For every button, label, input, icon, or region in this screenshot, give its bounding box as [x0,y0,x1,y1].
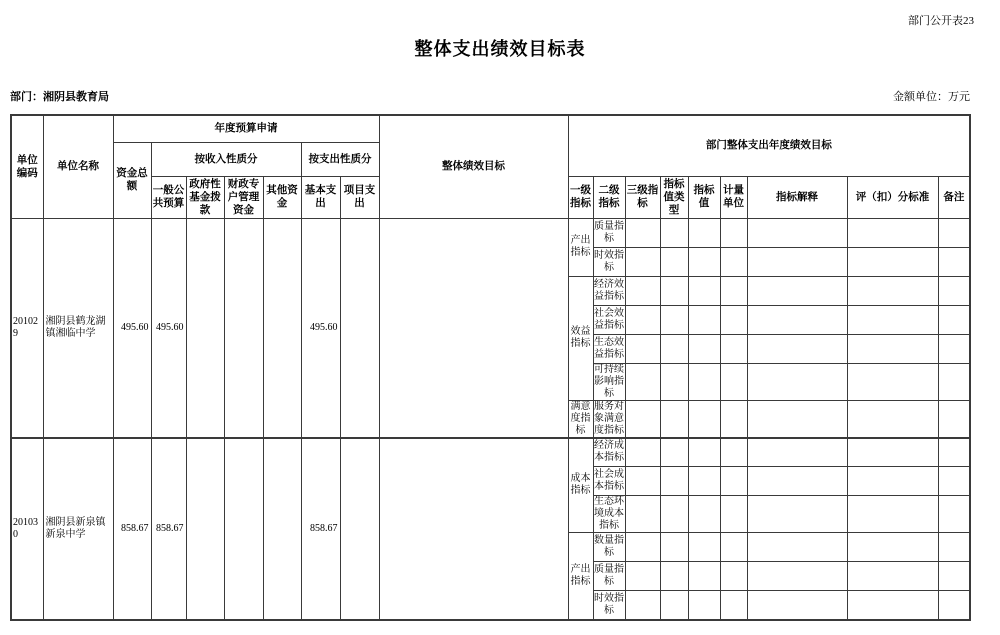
col-header-level1: 一级指标 [568,176,593,218]
empty-cell [747,334,847,363]
empty-cell [720,400,747,438]
col-header-unit-name: 单位名称 [43,115,113,218]
empty-cell [660,276,688,305]
level2-indicator-cell: 社会成本指标 [593,467,625,496]
empty-cell [938,496,970,533]
unit-name-cell: 湘阴县新泉镇新泉中学 [43,438,113,620]
table-row [11,218,970,247]
level2-indicator-cell: 生态效益指标 [593,334,625,363]
empty-cell [660,467,688,496]
empty-cell [688,305,720,334]
gov-fund-value [186,438,224,620]
empty-cell [938,533,970,562]
col-header-gov-fund: 政府性基金拨款 [186,176,224,218]
empty-cell [625,591,660,620]
empty-cell [625,247,660,276]
total-funds-value: 495.60 [113,218,151,438]
level2-indicator-cell: 经济成本指标 [593,438,625,467]
general-public-budget-value: 858.67 [151,438,186,620]
level2-indicator-cell: 社会效益指标 [593,305,625,334]
empty-cell [688,467,720,496]
col-header-explanation: 指标解释 [747,176,847,218]
level1-indicator-cell: 满意度指标 [568,400,593,438]
col-header-level3: 三级指标 [625,176,660,218]
overall-target-cell [379,218,568,438]
level2-indicator-cell: 数量指标 [593,533,625,562]
empty-cell [688,496,720,533]
performance-target-table [10,114,971,621]
empty-cell [847,400,938,438]
table-row [11,438,970,467]
basic-expenditure-value: 495.60 [301,218,340,438]
corner-note: 部门公开表23 [908,15,974,27]
meta-row [10,91,970,104]
empty-cell [660,438,688,467]
empty-cell [747,400,847,438]
empty-cell [688,562,720,591]
unit-code-cell: 201030 [11,438,43,620]
empty-cell [720,334,747,363]
empty-cell [660,334,688,363]
empty-cell [847,305,938,334]
header-row-1 [11,115,970,142]
empty-cell [688,438,720,467]
empty-cell [938,591,970,620]
empty-cell [688,533,720,562]
empty-cell [847,496,938,533]
empty-cell [660,496,688,533]
empty-cell [720,533,747,562]
col-header-total-funds: 资金总额 [113,142,151,218]
gov-fund-value [186,218,224,438]
empty-cell [847,363,938,400]
empty-cell [660,247,688,276]
empty-cell [847,276,938,305]
level2-indicator-cell: 质量指标 [593,218,625,247]
col-header-remark: 备注 [938,176,970,218]
empty-cell [720,305,747,334]
amount-unit-label: 金额单位：万元 [893,91,970,103]
col-header-value: 指标值 [688,176,720,218]
empty-cell [720,247,747,276]
level2-indicator-cell: 可持续影响指标 [594,363,625,399]
empty-cell [747,438,847,467]
level2-indicator-cell: 生态环境成本指标 [594,496,625,531]
empty-cell [660,562,688,591]
empty-cell [938,218,970,247]
col-header-other-funds: 其他资金 [263,176,301,218]
empty-cell [625,305,660,334]
unit-name-cell: 湘阴县鹤龙湖镇湘临中学 [43,218,113,438]
empty-cell [660,591,688,620]
empty-cell [847,438,938,467]
empty-cell [747,591,847,620]
col-header-level2: 二级指标 [593,176,625,218]
empty-cell [688,218,720,247]
empty-cell [938,276,970,305]
overall-target-cell [379,438,568,620]
empty-cell [847,467,938,496]
empty-cell [625,218,660,247]
empty-cell [938,438,970,467]
col-header-fiscal-account: 财政专户管理资金 [224,176,263,218]
empty-cell [847,562,938,591]
empty-cell [720,276,747,305]
empty-cell [938,562,970,591]
empty-cell [847,218,938,247]
col-header-scoring: 评（扣）分标准 [847,176,938,218]
empty-cell [747,247,847,276]
fiscal-account-value [224,438,263,620]
empty-cell [625,334,660,363]
basic-expenditure-value: 858.67 [301,438,340,620]
general-public-budget-value: 495.60 [151,218,186,438]
level2-indicator-cell: 质量指标 [593,562,625,591]
empty-cell [847,334,938,363]
empty-cell [938,467,970,496]
empty-cell [847,591,938,620]
col-header-dept-annual-target: 部门整体支出年度绩效目标 [568,115,970,176]
empty-cell [720,591,747,620]
empty-cell [720,438,747,467]
empty-cell [688,276,720,305]
empty-cell [847,533,938,562]
project-expenditure-value [340,438,379,620]
empty-cell [625,496,660,533]
level1-indicator-cell: 成本指标 [568,438,593,533]
empty-cell [625,400,660,438]
col-header-basic-expenditure: 基本支出 [301,176,340,218]
other-funds-value [263,438,301,620]
page-title: 整体支出绩效目标表 [414,39,586,59]
level1-indicator-cell: 产出指标 [568,218,593,276]
col-header-overall-target: 整体绩效目标 [379,115,568,218]
empty-cell [747,562,847,591]
col-header-value-type: 指标值类型 [660,176,688,218]
empty-cell [688,363,720,400]
col-header-by-expenditure: 按支出性质分 [301,142,379,176]
empty-cell [688,334,720,363]
empty-cell [747,305,847,334]
empty-cell [625,562,660,591]
empty-cell [625,438,660,467]
other-funds-value [263,218,301,438]
empty-cell [688,247,720,276]
empty-cell [688,591,720,620]
unit-code-cell: 201029 [11,218,43,438]
empty-cell [747,496,847,533]
col-header-project-expenditure: 项目支出 [340,176,379,218]
level1-indicator-cell: 产出指标 [568,533,593,620]
level2-indicator-cell: 时效指标 [593,247,625,276]
level1-indicator-cell: 效益指标 [568,276,593,400]
col-header-general-public-budget: 一般公共预算 [151,176,186,218]
empty-cell [747,276,847,305]
col-header-annual-budget: 年度预算申请 [113,115,379,142]
empty-cell [625,533,660,562]
empty-cell [747,363,847,400]
level2-indicator-cell: 时效指标 [593,591,625,620]
project-expenditure-value [340,218,379,438]
fiscal-account-value [224,218,263,438]
level2-indicator-cell: 服务对象满意度指标 [594,400,625,436]
empty-cell [625,276,660,305]
empty-cell [720,363,747,400]
empty-cell [660,533,688,562]
empty-cell [625,363,660,400]
empty-cell [720,562,747,591]
empty-cell [938,247,970,276]
col-header-measure-unit: 计量单位 [720,176,747,218]
empty-cell [660,400,688,438]
empty-cell [938,334,970,363]
empty-cell [938,305,970,334]
empty-cell [747,218,847,247]
col-header-by-income: 按收入性质分 [151,142,301,176]
empty-cell [660,218,688,247]
empty-cell [938,363,970,400]
col-header-unit-code: 单位编码 [11,115,43,218]
empty-cell [847,247,938,276]
level2-indicator-cell: 经济效益指标 [593,276,625,305]
empty-cell [747,467,847,496]
department-label: 部门：湘阴县教育局 [10,91,109,103]
empty-cell [938,400,970,438]
total-funds-value: 858.67 [113,438,151,620]
empty-cell [747,533,847,562]
empty-cell [625,467,660,496]
empty-cell [660,363,688,400]
empty-cell [720,496,747,533]
empty-cell [660,305,688,334]
empty-cell [720,467,747,496]
empty-cell [720,218,747,247]
empty-cell [688,400,720,438]
